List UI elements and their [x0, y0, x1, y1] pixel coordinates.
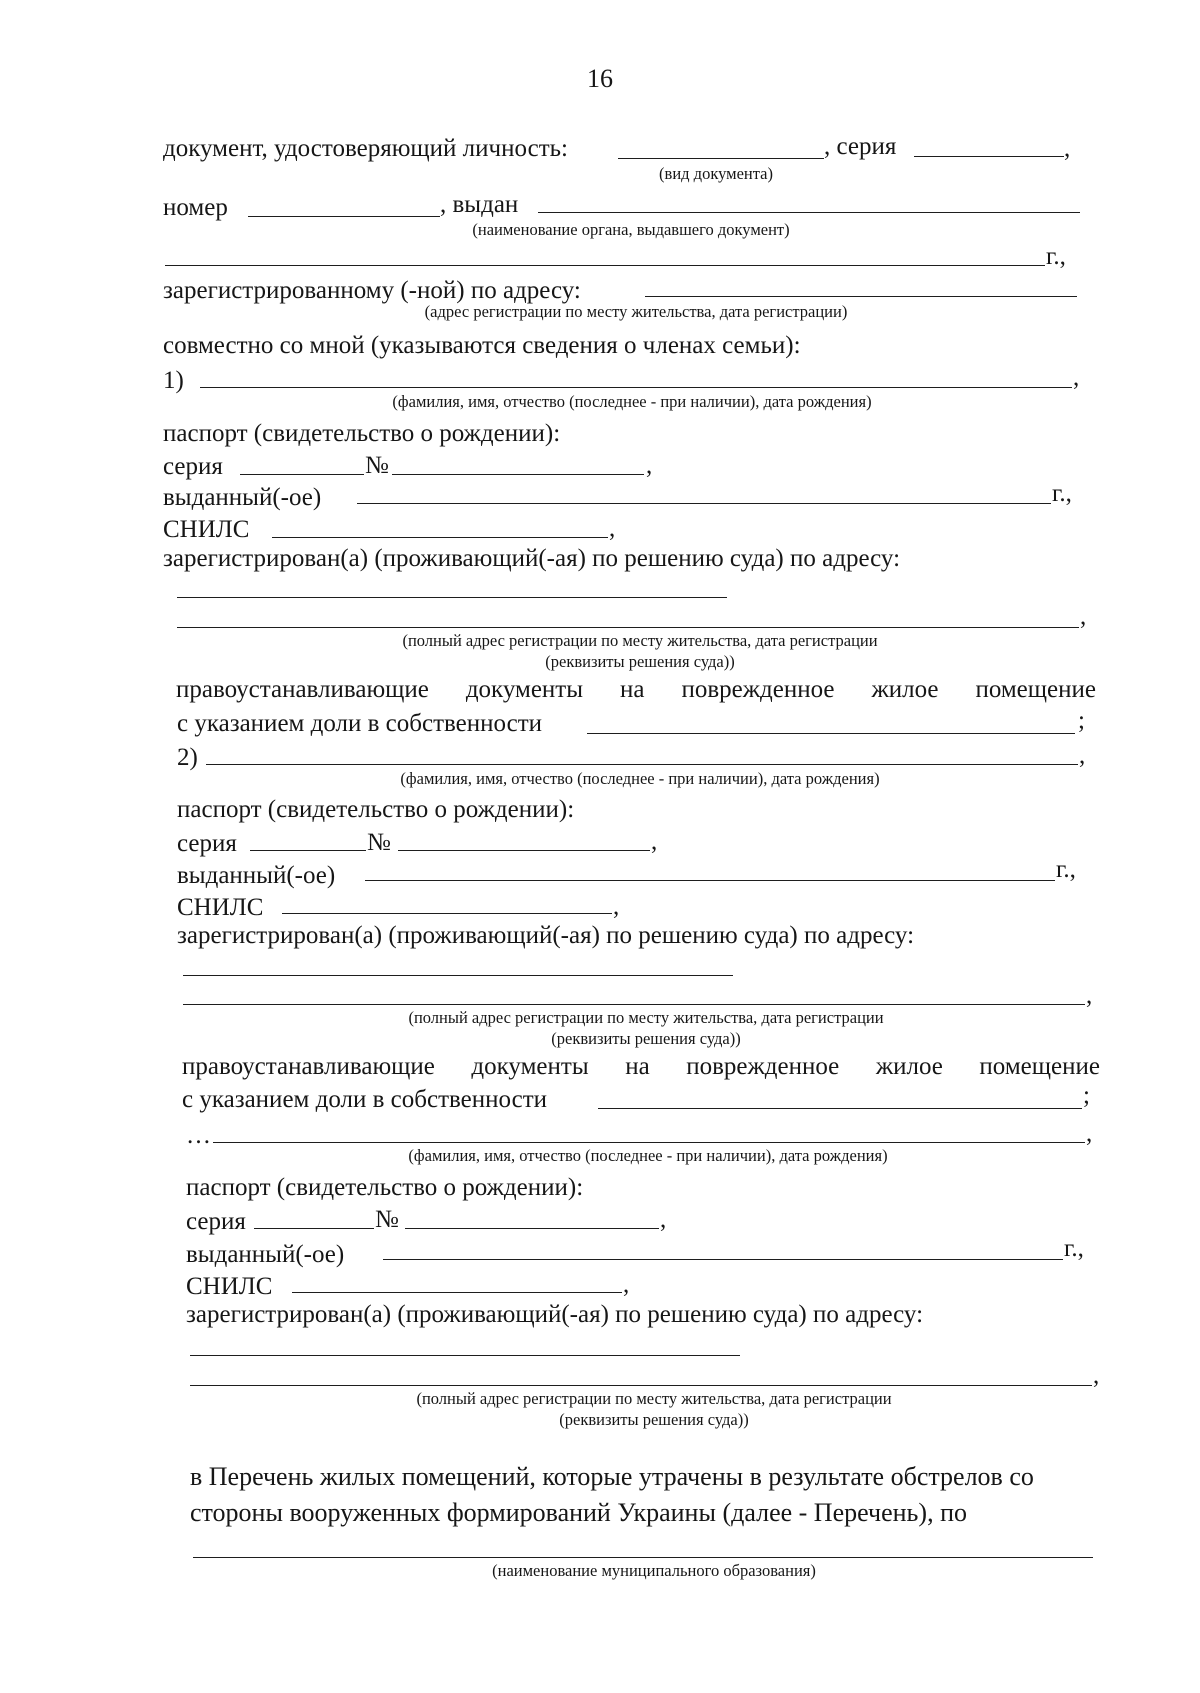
member-2-name-field[interactable] — [206, 764, 1078, 765]
member-2-address-caption-1: (полный адрес регистрации по месту жительства, дата регистрации — [408, 1008, 884, 1027]
member-1-share-end: ; — [1078, 707, 1085, 734]
member-1-snils-label: СНИЛС — [163, 516, 250, 543]
id-document-type-field[interactable] — [618, 158, 824, 159]
family-intro: совместно со мной (указываются сведения о членах семьи): — [163, 332, 801, 359]
member-1-issued-label: выданный(-ое) — [163, 484, 322, 511]
member-2-series-label: серия — [177, 830, 237, 857]
ownership-word: правоустанавливающие — [182, 1053, 435, 1080]
member-2-passport-label: паспорт (свидетельство о рождении): — [177, 796, 575, 823]
member-1-series-field[interactable] — [240, 474, 364, 475]
member-3-year-suffix: г., — [1064, 1235, 1084, 1262]
member-2-address-caption-2: (реквизиты решения суда)) — [551, 1029, 741, 1048]
member-2-series-field[interactable] — [250, 850, 366, 851]
member-3-address-caption-2: (реквизиты решения суда)) — [559, 1410, 749, 1429]
issuer-caption: (наименование органа, выдавшего документ) — [472, 220, 790, 239]
member-3-series-label: серия — [186, 1208, 246, 1235]
issuer-field[interactable] — [538, 212, 1080, 213]
municipality-field[interactable] — [193, 1557, 1093, 1558]
ownership-word: документы — [471, 1053, 589, 1080]
member-1-share-label: с указанием доли в собственности — [177, 710, 543, 737]
member-1-address-field-2[interactable] — [177, 627, 1079, 628]
member-2-series-comma: , — [651, 828, 658, 855]
member-2-snils-label: СНИЛС — [177, 894, 264, 921]
member-2-address-field-2[interactable] — [183, 1004, 1085, 1005]
member-3-index: … — [186, 1122, 211, 1149]
member-1-registered-label: зарегистрирован(а) (проживающий(-ая) по решению суда) по адресу: — [163, 545, 901, 572]
member-3-comma: , — [1086, 1120, 1093, 1147]
list-paragraph-line-1: в Перечень жилых помещений, которые утрачены в результате обстрелов со — [190, 1462, 1034, 1491]
member-1-address-caption-1: (полный адрес регистрации по месту жительства, дата регистрации — [402, 631, 878, 650]
member-3-issued-label: выданный(-ое) — [186, 1241, 345, 1268]
member-1-year-suffix: г., — [1052, 480, 1072, 507]
member-1-snils-field[interactable] — [272, 537, 608, 538]
member-2-comma: , — [1079, 742, 1086, 769]
member-1-address-caption-2: (реквизиты решения суда)) — [545, 652, 735, 671]
member-3-number-field[interactable] — [405, 1228, 659, 1229]
member-2-number-sign: № — [367, 829, 391, 856]
member-3-address-field-1[interactable] — [190, 1355, 740, 1356]
series-comma: , — [1064, 135, 1071, 162]
member-3-name-caption: (фамилия, имя, отчество (последнее - при наличии), дата рождения) — [408, 1146, 888, 1165]
ownership-word: правоустанавливающие — [176, 676, 429, 703]
issuer-field-continuation[interactable] — [165, 265, 1045, 266]
member-2-address-comma: , — [1086, 982, 1093, 1009]
page-number: 16 — [587, 64, 613, 93]
member-3-address-field-2[interactable] — [190, 1385, 1092, 1386]
municipality-caption: (наименование муниципального образования) — [492, 1561, 816, 1580]
member-3-name-field[interactable] — [213, 1142, 1085, 1143]
ownership-word: поврежденное — [681, 676, 835, 703]
ownership-word: жилое — [871, 676, 939, 703]
series-label: , серия — [824, 133, 897, 160]
member-3-snils-field[interactable] — [292, 1292, 622, 1293]
member-2-issued-field[interactable] — [365, 880, 1055, 881]
member-3-snils-label: СНИЛС — [186, 1273, 273, 1300]
member-1-series-comma: , — [646, 452, 653, 479]
member-1-number-sign: № — [365, 452, 389, 479]
member-3-registered-label: зарегистрирован(а) (проживающий(-ая) по решению суда) по адресу: — [186, 1301, 924, 1328]
ownership-word: документы — [465, 676, 584, 703]
member-1-ownership-line — [176, 675, 1096, 705]
member-1-index: 1) — [163, 367, 184, 394]
ownership-word: поврежденное — [686, 1053, 840, 1080]
member-2-snils-comma: , — [613, 893, 620, 920]
member-3-series-comma: , — [660, 1206, 667, 1233]
issued-label: , выдан — [440, 191, 519, 218]
member-2-share-field[interactable] — [598, 1108, 1082, 1109]
year-suffix: г., — [1046, 243, 1066, 270]
member-1-series-label: серия — [163, 453, 223, 480]
member-2-name-caption: (фамилия, имя, отчество (последнее - при наличии), дата рождения) — [400, 769, 880, 788]
member-3-address-caption-1: (полный адрес регистрации по месту жительства, дата регистрации — [416, 1389, 892, 1408]
ownership-word: жилое — [875, 1053, 943, 1080]
member-1-share-field[interactable] — [587, 733, 1075, 734]
member-2-index: 2) — [177, 744, 198, 771]
ownership-word: на — [620, 676, 645, 703]
member-2-number-field[interactable] — [398, 850, 650, 851]
ownership-word: помещение — [979, 1053, 1100, 1080]
registered-label: зарегистрированному (-ной) по адресу: — [163, 277, 581, 304]
member-1-comma: , — [1073, 364, 1080, 391]
member-3-snils-comma: , — [623, 1271, 630, 1298]
address-caption: (адрес регистрации по месту жительства, дата регистрации) — [424, 302, 848, 321]
doc-type-caption: (вид документа) — [659, 164, 773, 183]
member-2-snils-field[interactable] — [282, 913, 612, 914]
registration-address-field[interactable] — [645, 296, 1077, 297]
member-1-snils-comma: , — [609, 515, 616, 542]
list-paragraph-line-2: стороны вооруженных формирований Украины (далее - Перечень), по — [190, 1498, 967, 1527]
member-1-name-field[interactable] — [200, 387, 1072, 388]
member-2-share-end: ; — [1083, 1082, 1090, 1109]
member-1-name-caption: (фамилия, имя, отчество (последнее - при наличии), дата рождения) — [392, 392, 872, 411]
ownership-word: на — [625, 1053, 650, 1080]
member-2-year-suffix: г., — [1056, 856, 1076, 883]
member-3-number-sign: № — [375, 1206, 399, 1233]
member-1-number-field[interactable] — [392, 474, 644, 475]
member-1-address-field-1[interactable] — [177, 597, 727, 598]
member-3-series-field[interactable] — [254, 1228, 374, 1229]
member-1-passport-label: паспорт (свидетельство о рождении): — [163, 420, 561, 447]
member-2-ownership-line — [182, 1052, 1100, 1082]
member-1-issued-field[interactable] — [357, 503, 1051, 504]
id-document-label: документ, удостоверяющий личность: — [163, 135, 568, 162]
member-1-address-comma: , — [1080, 603, 1087, 630]
member-2-address-field-1[interactable] — [183, 975, 733, 976]
member-3-address-comma: , — [1093, 1362, 1100, 1389]
member-3-passport-label: паспорт (свидетельство о рождении): — [186, 1174, 584, 1201]
member-3-issued-field[interactable] — [383, 1259, 1063, 1260]
member-2-registered-label: зарегистрирован(а) (проживающий(-ая) по решению суда) по адресу: — [177, 922, 915, 949]
id-series-field[interactable] — [914, 156, 1064, 157]
number-label: номер — [163, 194, 228, 221]
member-2-issued-label: выданный(-ое) — [177, 862, 336, 889]
ownership-word: помещение — [975, 676, 1096, 703]
member-2-share-label: с указанием доли в собственности — [182, 1086, 548, 1113]
id-number-field[interactable] — [248, 216, 440, 217]
